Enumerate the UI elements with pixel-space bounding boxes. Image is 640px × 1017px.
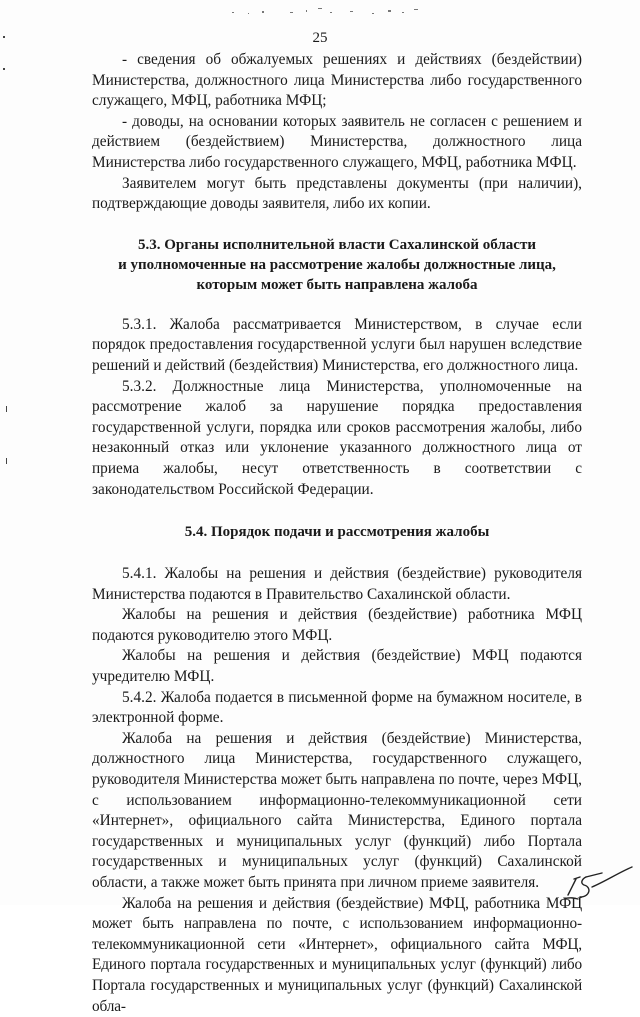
document-body — [92, 50, 582, 1017]
heading-line: 5.3. Органы исполнительной власти Сахалинской области — [138, 236, 536, 253]
paragraph: Жалобы на решения и действия (бездействие) МФЦ подаются учредителю МФЦ. — [92, 647, 582, 686]
page-number: 25 — [312, 30, 328, 46]
heading-line: и уполномоченные на рассмотрение жалобы должностные лица, — [118, 256, 556, 273]
margin-mark — [3, 68, 5, 70]
paragraph: 5.4.1. Жалобы на решения и действия (бездействие) руководителя Министерства подаются в Правительство Сахалинской области. — [92, 565, 582, 603]
margin-mark — [6, 458, 7, 464]
paragraph: Жалоба на решения и действия (бездействие) Министерства, должностного лица Министерства, государственного служащего, руководителя Министерства может быть направлена по почте, через МФЦ, с использованием информационно-телекоммуникационной сети «Интернет», официального сайта Министерства, Единого портала государственных и муниципальных услуг (функций) либо Портала государственных и муниципальных услуг (функций) Сахалинской области, а также может быть принята при личном приеме заявителя. — [92, 729, 582, 891]
handwritten-page-mark-icon — [562, 857, 634, 901]
margin-mark — [6, 406, 7, 412]
paragraph: Заявителем могут быть представлены документы (при наличии), подтверждающие доводы заявителя, либо их копии. — [92, 174, 582, 213]
section-heading-5-3 — [92, 235, 582, 295]
paragraph: 5.4.2. Жалоба подается в письменной форме на бумажном носителе, в электронной форме. — [92, 688, 582, 727]
heading-line: которым может быть направлена жалоба — [196, 276, 478, 293]
paragraph: 5.3.2. Должностные лица Министерства, уполномоченные на рассмотрение жалоб за нарушение порядка предоставления государственной услуги, порядка или сроков рассмотрения жалобы, либо незаконный отказ или уклонение указанного должностного лица от приема жалобы, несут ответственность в соответствии с законодательством Российской Федерации. — [92, 377, 582, 498]
section-heading-5-4: 5.4. Порядок подачи и рассмотрения жалобы — [184, 524, 490, 541]
scan-noise-icon — [0, 0, 640, 20]
paragraph: Жалобы на решения и действия (бездействие) работника МФЦ подаются руководителю этого МФЦ. — [92, 606, 582, 644]
paragraph: - сведения об обжалуемых решениях и действиях (бездействии) Министерства, должностного лица Министерства либо государственного служащего, МФЦ, работника МФЦ; — [92, 51, 582, 110]
paragraph: - доводы, на основании которых заявитель не согласен с решением и действием (бездействием) Министерства, должностного лица Министерства либо государственного служащего, МФЦ, работника МФЦ. — [92, 112, 582, 171]
paragraph: 5.3.1. Жалоба рассматривается Министерством, в случае если порядок предоставления государственной услуги был нарушен вследствие решений и действий (бездействия) Министерства, его должностного лица. — [92, 315, 582, 374]
paragraph: Жалоба на решения и действия (бездействие) МФЦ, работника МФЦ может быть направлена по почте, с использованием информационно-телекоммуникационной сети «Интернет», официального сайта МФЦ, Единого портала государственных и муниципальных услуг (функций) либо Портала государственных и муниципальных услуг (функций) Сахалинской обла- — [92, 894, 582, 1015]
